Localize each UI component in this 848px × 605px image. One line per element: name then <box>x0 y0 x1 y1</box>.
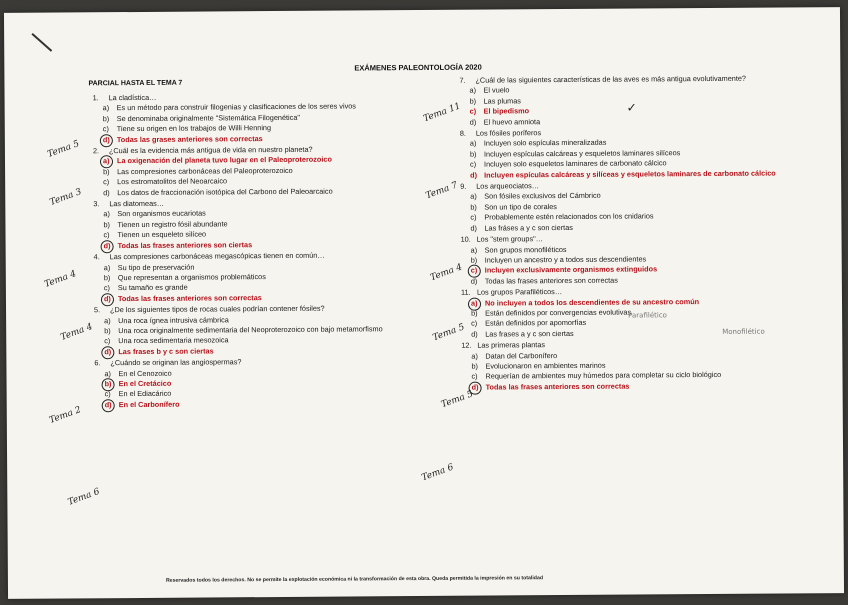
option-text: La oxigenación del planeta tuvo lugar en el Paleoproterozoico <box>116 155 332 166</box>
question-number: 7. <box>459 75 466 85</box>
question-text: Las compresiones carbonáceas megascópicas tienen en común… <box>109 250 325 262</box>
option-text: Datan del Carbonífero <box>485 350 558 361</box>
option-text: En el Ediacárico <box>118 389 172 399</box>
option-text: Una roca sedimentaria mesozoica <box>118 335 229 346</box>
question-text: ¿Cuál es la evidencia más antigua de vida en nuestro planeta? <box>108 144 313 156</box>
option-text: Las fráses a y c son ciertas <box>484 222 573 233</box>
option-text: Requerían de ambientes muy húmedos para completar su ciclo biológico <box>485 370 722 381</box>
exam-sheet <box>4 7 844 599</box>
option-letter: d) <box>469 117 477 127</box>
option-letter: d) <box>471 329 478 339</box>
question-number: 12. <box>461 340 472 350</box>
question-text: Los fósiles poríferos <box>475 128 542 138</box>
option-letter: c) <box>102 124 109 134</box>
option-text: Tiene su origen en los trabajos de Willi Henning <box>116 123 272 134</box>
option-letter: c) <box>104 389 111 399</box>
option-letter: a) <box>471 298 485 309</box>
option-letter: a) <box>104 315 111 325</box>
option-letter: a) <box>470 192 477 202</box>
question-number: 5. <box>94 305 101 315</box>
option-letter: a) <box>469 86 477 96</box>
document-title: EXÁMENES PALEONTOLOGÍA 2020 <box>354 62 482 73</box>
margin-note: Tema 4 <box>59 321 95 343</box>
answer-option <box>94 239 404 252</box>
option-text: Están definidos por convergencias evolutivas <box>485 307 632 318</box>
option-letter: d) <box>104 294 118 305</box>
option-text: Las compresiones carbonáceas del Paleoproterozoico <box>117 165 293 176</box>
option-letter: b) <box>103 167 110 177</box>
option-letter: a) <box>470 245 478 255</box>
option-text: Una roca ígnea intrusiva cámbrica <box>118 314 229 325</box>
question-text: Los grupos Parafiléticos… <box>476 287 563 297</box>
option-letter: c) <box>471 372 478 382</box>
option-letter: b) <box>102 114 110 124</box>
answer-option <box>93 133 403 146</box>
option-letter: b) <box>470 202 477 212</box>
margin-note: Tema 5 <box>46 139 81 160</box>
copyright-footer: Reservados todos los derechos. No se permite la explotación económica ni la transformación de esta obra. Queda permitida la impresión en su totalidad <box>165 575 544 584</box>
option-text: Que representan a organismos problemáticos <box>117 272 266 283</box>
option-letter: c) <box>470 212 477 222</box>
option-letter: b) <box>103 220 110 230</box>
option-letter: d) <box>103 135 117 146</box>
question-text: ¿Cuándo se originan las angiospermas? <box>110 357 242 368</box>
margin-note: Tema 2 <box>48 405 83 426</box>
option-letter: c) <box>471 318 478 329</box>
option-text: Los datos de fraccionación isotópica del Carbono del Paleoarcaico <box>117 186 333 197</box>
option-text: Su tamaño es grande <box>117 282 188 293</box>
option-letter: d) <box>103 187 110 197</box>
option-letter: b) <box>469 96 477 106</box>
option-text: Incluyen solo espículas mineralizadas <box>483 138 607 149</box>
option-text: Todas las frases anteriores son ciertas <box>117 239 253 250</box>
option-letter: d) <box>105 400 119 411</box>
option-text: En el Carbonífero <box>118 399 180 409</box>
exam-subtitle: PARCIAL HASTA EL TEMA 7 <box>88 79 183 88</box>
question-number: 11. <box>460 287 471 297</box>
question-text: Las diatomeas… <box>109 198 165 209</box>
option-text: Se denominaba originalmente "Sistemática Filogenética" <box>116 112 300 123</box>
option-letter: d) <box>104 241 118 252</box>
option-letter: a) <box>469 139 477 149</box>
question-text: Los "stem groups"… <box>476 234 544 244</box>
answer-option <box>94 292 404 305</box>
option-text: Las frases b y c son ciertas <box>118 346 214 356</box>
option-text: Incluyen espículas calcáreas y esqueletos laminares silíceos <box>483 148 681 159</box>
option-text: Son fósiles exclusivos del Cámbrico <box>484 191 601 202</box>
option-letter: b) <box>471 361 478 371</box>
question-text: La cladística… <box>108 92 157 103</box>
option-text: Todas las frases anteriores son correctas <box>484 275 618 286</box>
option-text: Son organismos eucariotas <box>117 208 206 219</box>
option-letter: a) <box>471 351 478 361</box>
option-text: Son grupos monofiléticos <box>484 244 567 255</box>
option-text: Incluyen exclusivamente organismos extinguidos <box>484 264 658 275</box>
option-text: Todas las frases anteriores son correctas <box>485 381 630 392</box>
option-text: Incluyen espículas calcáreas y silíceas y esqueletos laminares de carbonato cálcico <box>484 168 776 180</box>
margin-note: Tema 11 <box>422 101 463 125</box>
check-mark-icon: ✓ <box>626 100 637 115</box>
option-text: Tienen un esqueleto silíceo <box>117 229 207 240</box>
option-letter: c) <box>470 159 477 169</box>
margin-note: Tema 6 <box>420 462 456 484</box>
answer-option <box>94 345 404 358</box>
margin-note: Tema 4 <box>429 262 464 284</box>
option-letter: a) <box>103 157 117 168</box>
option-text: En el Cenozoico <box>118 368 172 378</box>
option-letter: b) <box>105 379 119 390</box>
option-letter: d) <box>470 170 478 180</box>
option-letter: c) <box>471 266 485 277</box>
option-text: Incluyen un ancestro y a todos sus descendientes <box>484 254 647 265</box>
option-text: Evolucionaron en ambientes marinos <box>485 360 606 371</box>
option-text: El bipedismo <box>483 106 530 116</box>
option-letter: c) <box>469 106 477 116</box>
margin-note: Tema 7 <box>424 180 460 202</box>
pen-stroke <box>31 33 52 52</box>
option-letter: c) <box>103 177 110 187</box>
option-letter: c) <box>103 283 111 293</box>
option-text: Son un tipo de corales <box>484 201 557 212</box>
option-text: Es un método para construir filogenias y clasificaciones de los seres vivos <box>116 101 356 113</box>
answer-option <box>93 186 403 199</box>
option-letter: b) <box>104 326 111 336</box>
answer-option <box>462 380 782 393</box>
right-column <box>459 73 781 393</box>
option-text: Todas las grases anteriores son correctas <box>116 133 263 144</box>
option-text: No incluyen a todos los descendientes de su ancestro común <box>484 296 700 308</box>
margin-note: Tema 5 <box>431 322 467 344</box>
option-text: Incluyen solo esqueletos laminares de carbonato cálcico <box>484 158 667 169</box>
question-text: Las primeras plantas <box>477 340 546 350</box>
option-text: Los estromatolitos del Neoarcaico <box>117 176 228 187</box>
option-text: Una roca originalmente sedimentaria del Neoproterozoico con bajo metamorfismo <box>118 324 383 336</box>
option-text: Están definidos por apomorfías <box>485 318 587 328</box>
margin-note: Tema 5 <box>439 389 475 411</box>
option-letter: c) <box>104 336 111 346</box>
question-number: 4. <box>93 252 100 262</box>
option-text: Tienen un registro fósil abundante <box>117 219 228 230</box>
option-letter: d) <box>472 382 486 393</box>
margin-note: Tema 3 <box>48 187 84 208</box>
margin-note: Tema 6 <box>66 486 102 508</box>
option-letter: b) <box>469 149 477 159</box>
option-letter: b) <box>103 273 111 283</box>
left-column <box>93 90 405 410</box>
handwritten-note: Monofilético <box>722 327 765 336</box>
option-letter: a) <box>103 262 111 272</box>
question-text: ¿Cuál de las siguientes características de las aves es más antigua evolutivamente? <box>475 73 747 85</box>
question-number: 1. <box>92 93 99 103</box>
option-letter: a) <box>103 209 110 219</box>
option-letter: a) <box>104 368 112 378</box>
option-text: Todas las frases anteriores son correctas <box>117 292 262 303</box>
question-number: 10. <box>460 234 471 244</box>
question-text: Los arqueociatos… <box>476 181 540 191</box>
option-letter: d) <box>470 223 478 233</box>
question-text: ¿De los siguientes tipos de rocas cuales podrían contener fósiles? <box>110 303 325 315</box>
option-letter: c) <box>103 230 110 240</box>
option-text: El huevo amniota <box>483 116 541 127</box>
option-text: El vuelo <box>483 85 510 95</box>
option-letter: a) <box>102 103 110 113</box>
question-number: 8. <box>459 128 466 138</box>
option-text: Probablemente estén relacionados con los cnidarios <box>484 211 654 222</box>
question-number: 9. <box>460 181 467 191</box>
option-letter: d) <box>470 276 478 286</box>
option-letter: d) <box>104 347 118 358</box>
option-text: En el Cretácico <box>118 378 172 389</box>
question-number: 6. <box>94 358 101 368</box>
handwritten-note: Parafilético <box>628 311 667 320</box>
option-text: Su tipo de preservación <box>117 262 195 272</box>
question-number: 2. <box>92 146 100 156</box>
option-text: Las plumas <box>483 96 521 106</box>
option-letter: b) <box>470 255 478 265</box>
option-letter: b) <box>471 308 478 318</box>
answer-option <box>95 398 405 411</box>
question-number: 3. <box>93 199 100 209</box>
option-text: Las frases a y c son ciertas <box>485 328 574 339</box>
margin-note: Tema 4 <box>43 269 78 290</box>
